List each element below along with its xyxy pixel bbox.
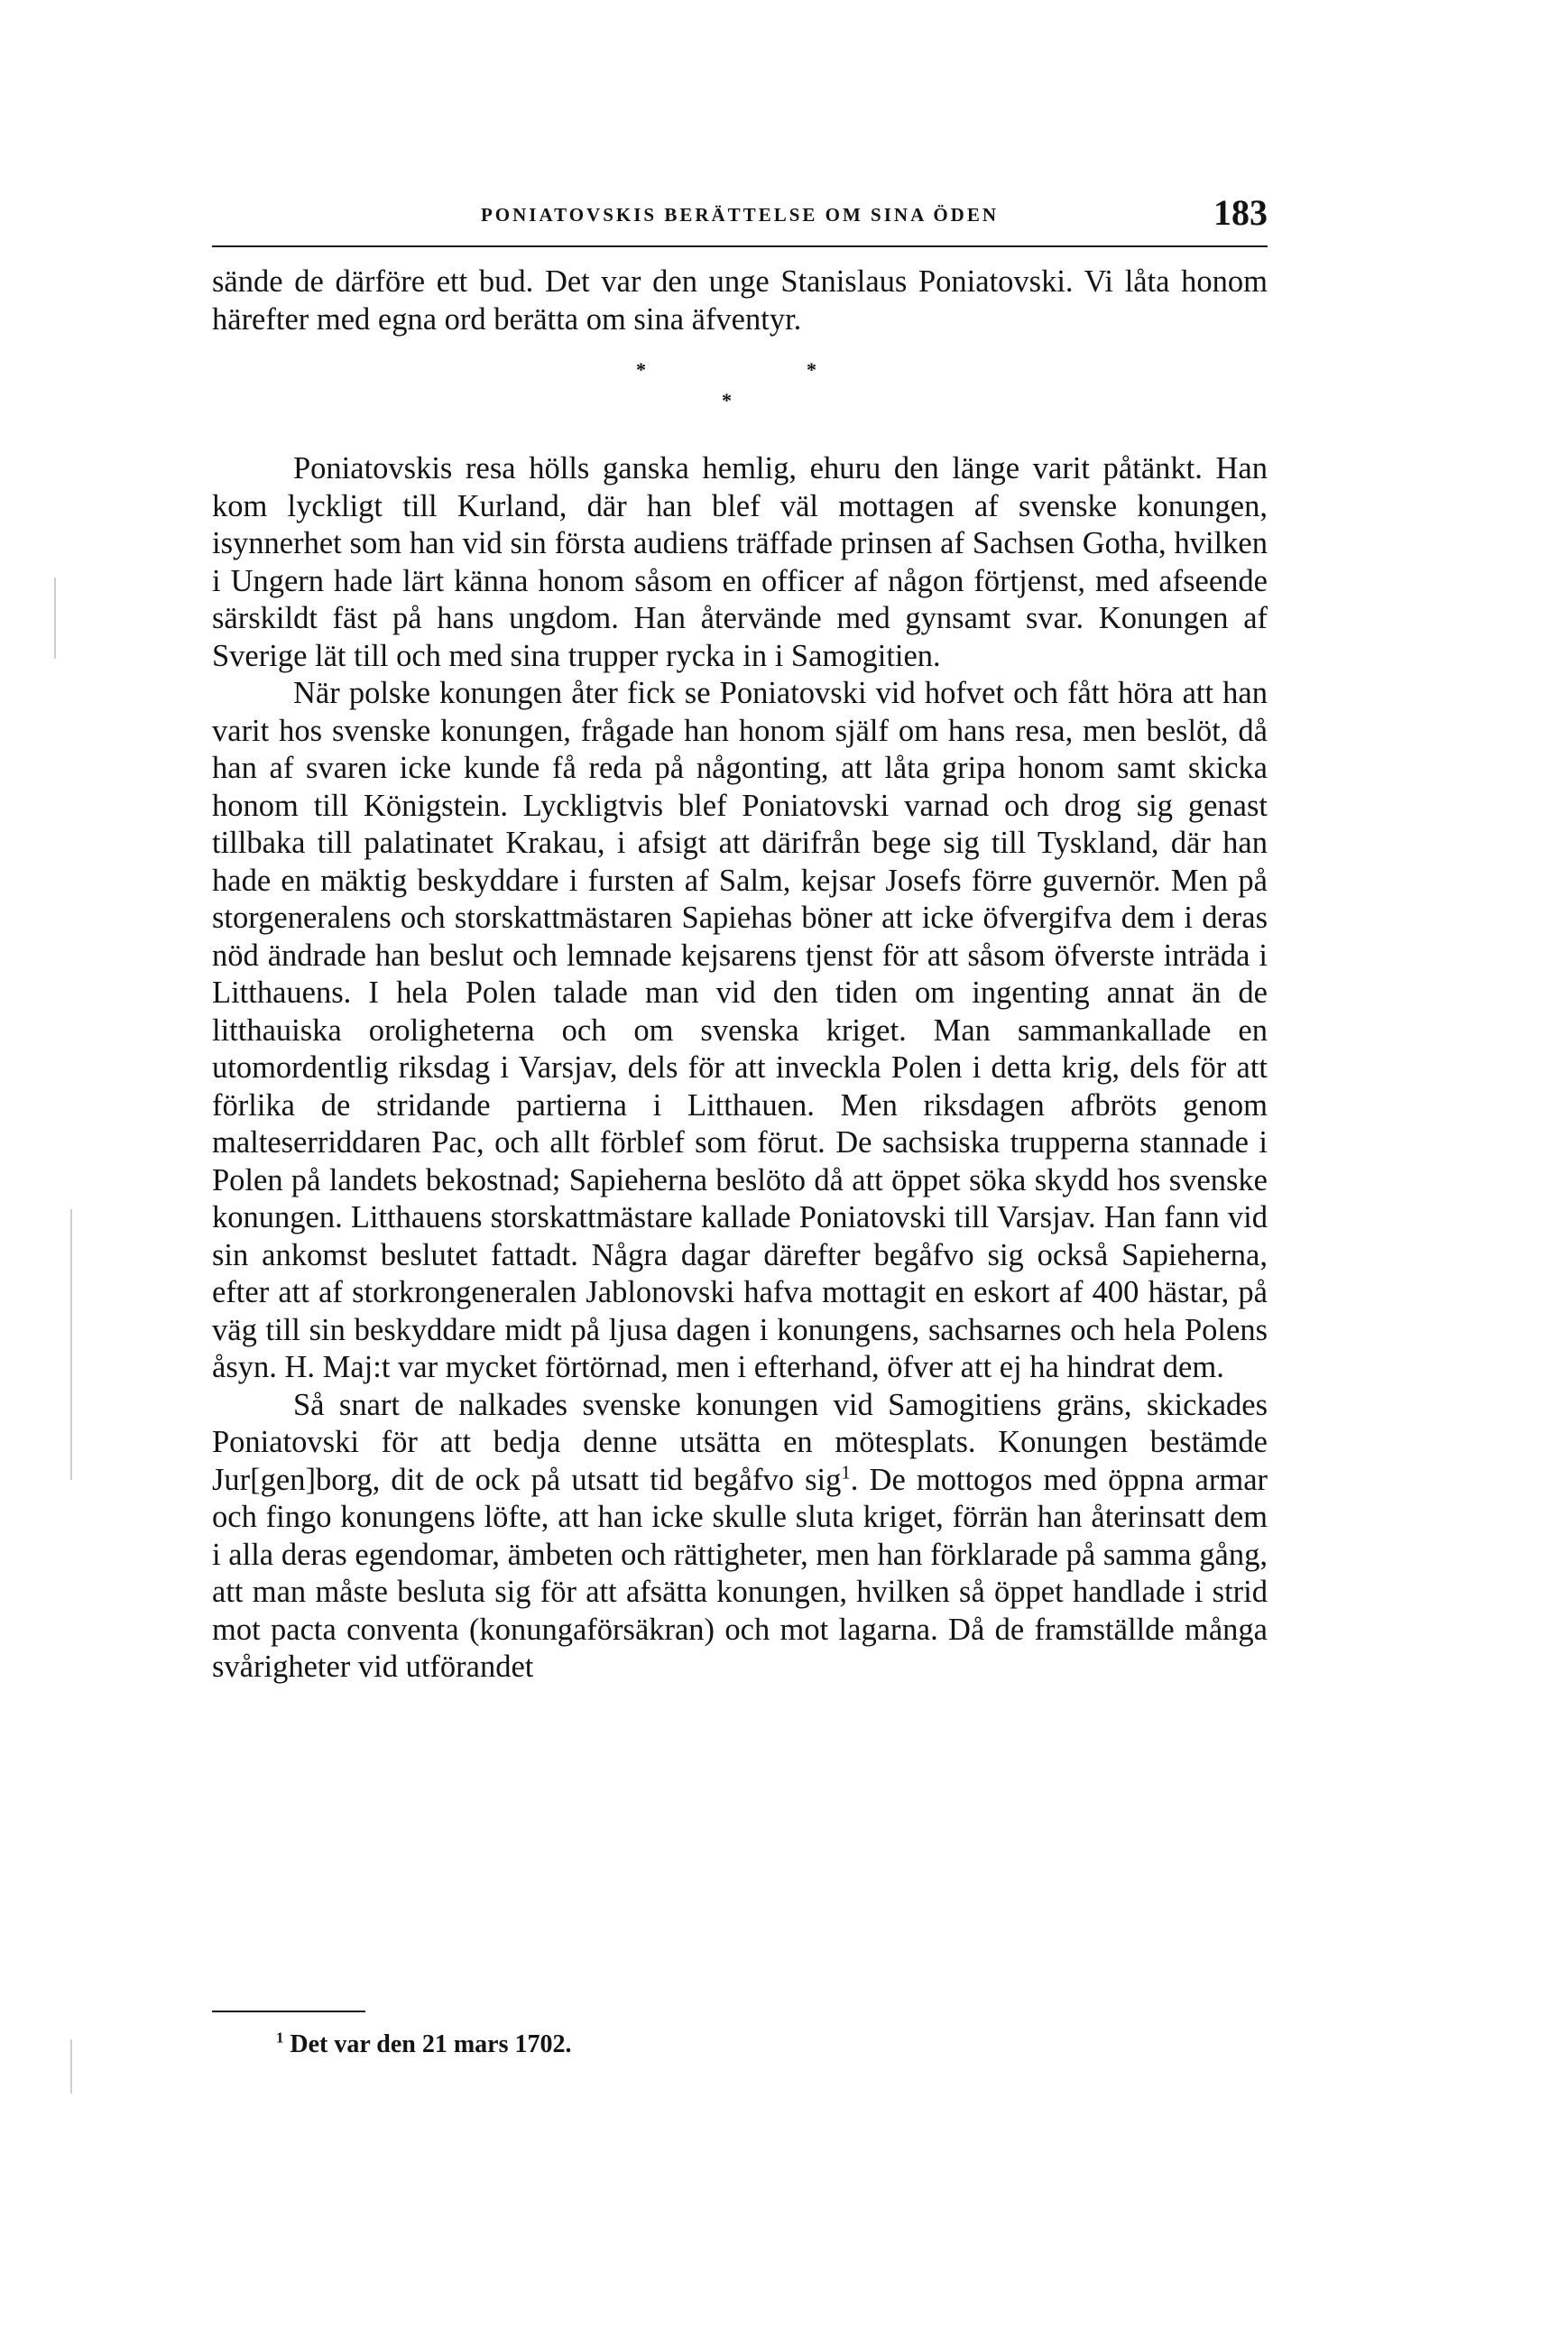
paragraph-4-text-after-note: . De mottogos med öppna armar och fingo konungens löfte, att han icke skulle sluta kriget, förrän han återinsatt dem i alla deras egendomar, ämbeten och rättigheter, men han förklarade på samma gång, att man måste besluta sig för att afsätta konungen, hvilken så öppet handlade i strid mot pacta conventa (konungaförsäkran) och mot lagarna. Då de framställde många svårigheter vid utförandet xyxy=(212,1462,1268,1684)
footnote-reference: 1 xyxy=(841,1463,851,1483)
footnote-text: Det var den 21 mars 1702. xyxy=(290,2030,572,2058)
body-text xyxy=(212,263,1268,1687)
paragraph-4 xyxy=(212,1387,1268,1687)
footnote xyxy=(276,2030,572,2059)
margin-scan-mark xyxy=(70,2039,72,2094)
header-rule xyxy=(212,245,1268,247)
margin-scan-mark xyxy=(54,578,56,659)
asterism-star-center: * xyxy=(722,389,732,411)
running-title: PONIATOVSKIS BERÄTTELSE OM SINA ÖDEN xyxy=(480,204,999,226)
paragraph-4-text-before-note: Så snart de nalkades svenske konungen vid Samogitiens gräns, skickades Poniatovski för att bedja denne utsätta en mötesplats. Konungen bestämde Jur[gen]borg, dit de ock på utsatt tid begåfvo sig xyxy=(212,1387,1268,1497)
footnote-rule xyxy=(212,2011,365,2012)
footnote-mark: 1 xyxy=(276,2029,284,2047)
asterism-star-left: * xyxy=(636,358,646,381)
section-break xyxy=(212,338,1268,450)
paragraph-3: När polske konungen åter fick se Poniatovski vid hofvet och fått höra att han varit hos svenske konungen, frågade han honom själf om hans resa, men beslöt, då han af svaren icke kunde få reda på någonting, att låta gripa honom samt skicka honom till Königstein. Lyckligtvis blef Poniatovski varnad och drog sig genast tillbaka till palatinatet Krakau, i afsigt att därifrån bege sig till Tyskland, där han hade en mäktig beskyddare i fursten af Salm, kejsar Josefs förre guvernör. Men på storgeneralens och storskattmästaren Sapiehas böner att icke öfvergifva dem i deras nöd ändrade han beslut och lemnade kejsarens tjenst för att såsom öfverste inträda i Litthauens. I hela Polen talade man vid den tiden om ingenting annat än de litthauiska oroligheterna och om svenska kriget. Man sammankallade en utomordentlig riksdag i Varsjav, dels för att inveckla Polen i detta krig, dels för att förlika de stridande partierna i Litthauen. Men riksdagen afbröts genom malteserriddaren Pac, och allt förblef som förut. De sachsiska trupperna stannade i Polen på landets bekostnad; Sapieherna beslöto då att öppet söka skydd hos svenske konungen. Litthauens storskattmästare kallade Poniatovski till Varsjav. Han fann vid sin ankomst beslutet fattadt. Några dagar därefter begåfvo sig också Sapieherna, efter att af storkrongeneralen Jablonovski hafva mottagit en eskort af 400 hästar, på väg till sin beskyddare midt på ljusa dagen i konungens, sachsarnes och hela Polens åsyn. H. Maj:t var mycket förtörnad, men i efterhand, öfver att ej ha hindrat dem. xyxy=(212,676,1268,1384)
page-number: 183 xyxy=(1213,192,1268,233)
paragraph-2: Poniatovskis resa hölls ganska hemlig, ehuru den länge varit påtänkt. Han kom lyckligt till Kurland, där han blef väl mottagen af svenske konungen, isynnerhet som han vid sin första audiens träffade prinsen af Sachsen Gotha, hvilken i Ungern hade lärt känna honom såsom en officer af någon förtjenst, med afseende särskildt fäst på hans ungdom. Han återvände med gynsamt svar. Konungen af Sverige lät till och med sina trupper rycka in i Samogitien. xyxy=(212,451,1268,673)
paragraph-1: sände de därföre ett bud. Det var den unge Stanislaus Poniatovski. Vi låta honom härefter med egna ord berätta om sina äfventyr. xyxy=(212,264,1268,337)
asterism-star-right: * xyxy=(807,358,816,381)
margin-scan-mark xyxy=(70,1209,72,1480)
page-header xyxy=(212,191,1268,242)
